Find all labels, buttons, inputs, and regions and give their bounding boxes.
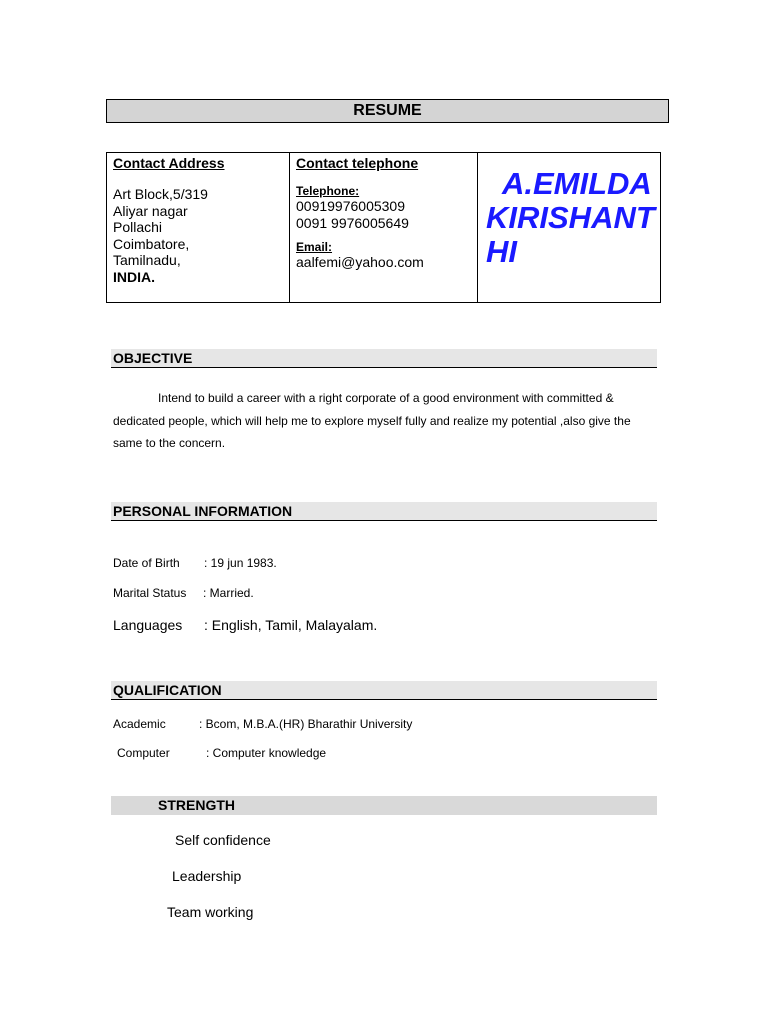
objective-heading: OBJECTIVE [111,349,657,368]
contact-address-cell [107,153,290,302]
strength-item: Team working [167,904,254,920]
academic-label: Academic [113,717,166,731]
languages-value: : English, Tamil, Malayalam. [204,617,378,633]
address-line: Art Block,5/319 [113,186,208,202]
objective-line: Intend to build a career with a right corporate of a good environment with committed & [158,391,614,405]
computer-label: Computer [117,746,170,760]
qualification-heading: QUALIFICATION [111,681,657,700]
resume-title: RESUME [106,99,669,123]
contact-telephone-cell [290,153,478,302]
strength-heading: STRENGTH [111,796,657,815]
address-line: Coimbatore, [113,235,190,252]
email-label: Email: [296,240,333,254]
computer-value: : Computer knowledge [206,746,327,760]
objective-line: dedicated people, which will help me to explore myself fully and realize my potential ,also give the [113,413,631,428]
languages-label: Languages [113,617,183,633]
strength-item: Leadership [172,868,242,884]
computer-row [117,746,326,760]
phone-number: 00919976005309 [296,198,406,214]
name-line: KIRISHANT [486,200,655,235]
objective-line: same to the concern. [113,436,226,450]
address-country: INDIA. [113,268,155,285]
languages-row [113,617,377,633]
marital-row [113,586,254,600]
marital-value: : Married. [203,586,254,600]
academic-value: : Bcom, M.B.A.(HR) Bharathir University [199,717,413,731]
name-line: A.EMILDA [502,166,652,201]
dob-value: : 19 jun 1983. [204,556,277,570]
objective-paragraph [113,387,661,455]
personal-information-heading: PERSONAL INFORMATION [111,502,657,521]
dob-label: Date of Birth [113,556,180,570]
strength-item: Self confidence [175,832,271,848]
address-line: Pollachi [113,219,163,235]
academic-row [113,717,412,731]
contact-address-heading: Contact Address [113,155,225,171]
telephone-label: Telephone: [296,184,360,198]
phone-number: 0091 9976005649 [296,214,409,231]
marital-label: Marital Status [113,586,187,600]
address-line: Tamilnadu, [113,252,181,268]
contact-table [106,152,661,303]
name-line: HI [486,234,517,269]
contact-telephone-heading: Contact telephone [296,155,419,171]
email-address: aalfemi@yahoo.com [296,254,424,270]
dob-row [113,556,277,570]
address-line: Aliyar nagar [113,202,188,219]
name-cell [478,153,660,302]
